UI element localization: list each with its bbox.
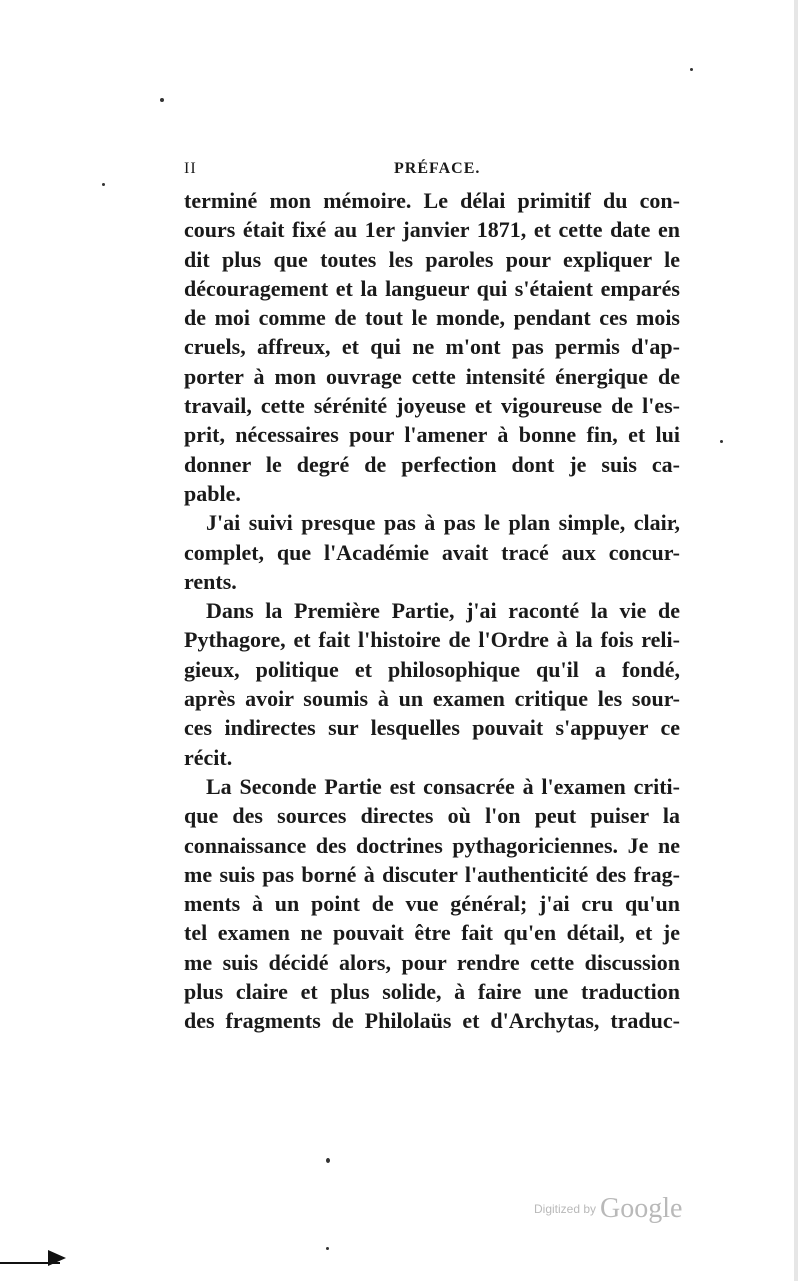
text-line: découragement et la langueur qui s'étaient emparés [184,275,680,301]
text-line: prit, nécessaires pour l'amener à bonne fin, et lui [184,422,680,448]
text-line: me suis décidé alors, pour rendre cette discussion [184,949,680,975]
text-line: Dans la Première Partie, j'ai raconté la vie de [206,598,680,624]
scan-speck [690,68,693,71]
text-line: de moi comme de tout le monde, pendant ces mois [184,305,680,331]
text-line: ces indirectes sur lesquelles pouvait s'appuyer ce [184,715,680,741]
text-line: des fragments de Philolaüs et d'Archytas, traduc- [184,1008,680,1034]
text-line: Pythagore, et fait l'histoire de l'Ordre à la fois reli- [184,627,680,653]
text-line: rents. [184,568,237,594]
scan-speck [326,1247,329,1250]
text-line: complet, que l'Académie avait tracé aux concur- [184,539,680,565]
text-line: récit. [184,744,233,770]
text-line: ments à un point de vue général; j'ai cru qu'un [184,891,680,917]
watermark-brand: Google [600,1193,683,1224]
text-line: porter à mon ouvrage cette intensité énergique de [184,363,680,389]
scan-speck [720,440,723,443]
text-line: pable. [184,480,241,506]
text-line: après avoir soumis à un examen critique les sour- [184,686,680,712]
page-number: II [184,160,197,177]
running-title: PRÉFACE. [394,160,481,177]
text-line: travail, cette sérénité joyeuse et vigoureuse de l'es- [184,393,680,419]
page-edge-shadow [794,0,798,1281]
scan-speck [160,98,164,102]
text-line: La Seconde Partie est consacrée à l'examen criti- [206,773,680,799]
text-line: cruels, affreux, et qui ne m'ont pas permis d'ap- [184,334,680,360]
text-line: tel examen ne pouvait être fait qu'en détail, et je [184,920,680,946]
text-line: terminé mon mémoire. Le délai primitif du con- [184,188,680,213]
text-line: J'ai suivi presque pas à pas le plan simple, clair, [206,510,680,536]
text-line: plus claire et plus solide, à faire une traduction [184,979,680,1005]
scan-speck [102,183,105,186]
text-line: gieux, politique et philosophique qu'il a fondé, [184,656,680,682]
text-line: me suis pas borné à discuter l'authenticité des frag- [184,861,680,887]
watermark-prefix: Digitized by [534,1202,597,1216]
page-corner-rule [0,1262,60,1264]
page-header [184,160,680,182]
text-line: dit plus que toutes les paroles pour expliquer le [184,246,680,272]
text-line: donner le degré de perfection dont je suis ca- [184,451,680,477]
text-line: connaissance des doctrines pythagoriciennes. Je ne [184,832,680,858]
body-text [184,186,680,1036]
text-line: que des sources directes où l'on peut puiser la [184,803,680,829]
digitized-watermark [534,1193,704,1227]
text-line: cours était fixé au 1er janvier 1871, et cette date en [184,217,680,243]
scan-speck [326,1158,330,1163]
